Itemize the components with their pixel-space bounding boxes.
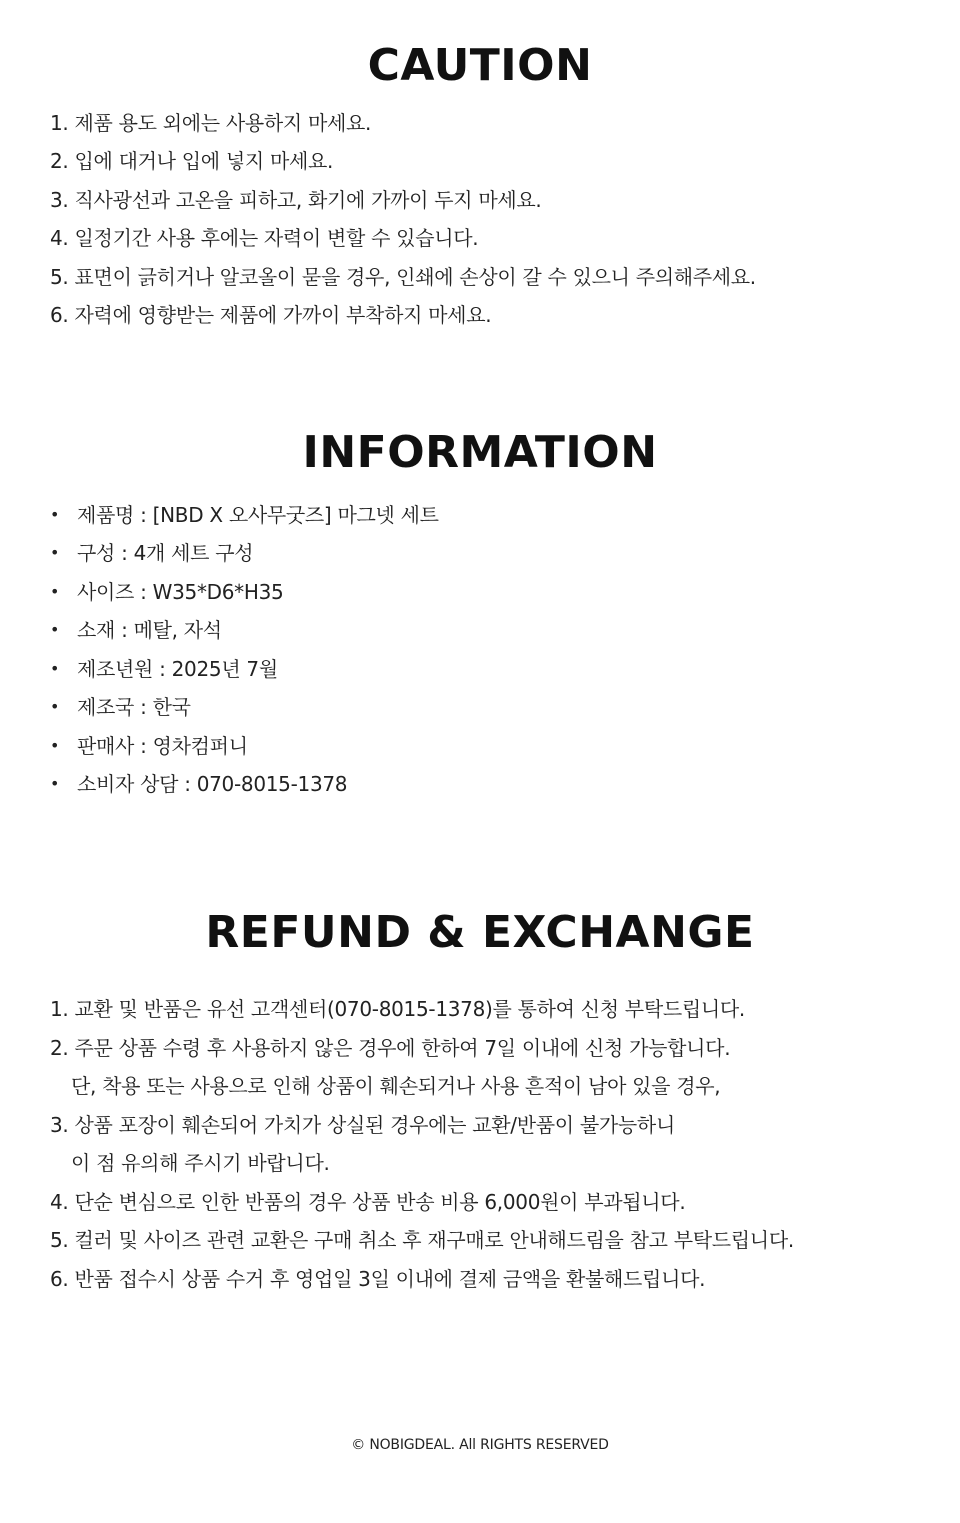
bullet-icon: • <box>50 505 60 524</box>
bullet-icon: • <box>50 659 60 678</box>
refund-item: 6. 반품 접수시 상품 수거 후 영업일 3일 이내에 결제 금액을 환불해드립니다. <box>50 1267 706 1291</box>
refund-item: 5. 컬러 및 사이즈 관련 교환은 구매 취소 후 재구매로 안내해드림을 참고 부탁드립니다. <box>50 1228 794 1252</box>
bullet-icon: • <box>50 736 60 755</box>
caution-item: 4. 일정기간 사용 후에는 자력이 변할 수 있습니다. <box>50 226 479 250</box>
info-item: 제조년원 : 2025년 7월 <box>77 657 278 681</box>
refund-item: 이 점 유의해 주시기 바랍니다. <box>71 1151 330 1175</box>
refund-item: 단, 착용 또는 사용으로 인해 상품이 훼손되거나 사용 흔적이 남아 있을 경우, <box>71 1074 721 1098</box>
bullet-icon: • <box>50 582 60 601</box>
caution-title: CAUTION <box>367 40 593 91</box>
caution-item: 6. 자력에 영향받는 제품에 가까이 부착하지 마세요. <box>50 303 492 327</box>
info-item: 소비자 상담 : 070-8015-1378 <box>77 772 348 796</box>
bullet-icon: • <box>50 697 60 716</box>
info-item: 제품명 : [NBD X 오사무굿즈] 마그넷 세트 <box>77 503 439 527</box>
information-title: INFORMATION <box>302 427 658 478</box>
footer-copyright: © NOBIGDEAL. All RIGHTS RESERVED <box>351 1437 609 1453</box>
bullet-icon: • <box>50 543 60 562</box>
info-item: 구성 : 4개 세트 구성 <box>77 541 254 565</box>
caution-item: 2. 입에 대거나 입에 넣지 마세요. <box>50 149 334 173</box>
refund-item: 4. 단순 변심으로 인한 반품의 경우 상품 반송 비용 6,000원이 부과됩니다. <box>50 1190 686 1214</box>
info-item: 제조국 : 한국 <box>77 695 191 719</box>
info-item: 소재 : 메탈, 자석 <box>77 618 222 642</box>
refund-item: 1. 교환 및 반품은 유선 고객센터(070-8015-1378)를 통하여 신청 부탁드립니다. <box>50 997 745 1021</box>
info-item: 판매사 : 영차컴퍼니 <box>77 734 248 758</box>
caution-item: 5. 표면이 긁히거나 알코올이 묻을 경우, 인쇄에 손상이 갈 수 있으니 주의해주세요. <box>50 265 756 289</box>
bullet-icon: • <box>50 774 60 793</box>
refund-title: REFUND & EXCHANGE <box>205 907 755 958</box>
bullet-icon: • <box>50 620 60 639</box>
caution-item: 1. 제품 용도 외에는 사용하지 마세요. <box>50 111 372 135</box>
caution-item: 3. 직사광선과 고온을 피하고, 화기에 가까이 두지 마세요. <box>50 188 542 212</box>
refund-item: 3. 상품 포장이 훼손되어 가치가 상실된 경우에는 교환/반품이 불가능하니 <box>50 1113 675 1137</box>
info-item: 사이즈 : W35*D6*H35 <box>77 580 284 604</box>
refund-item: 2. 주문 상품 수령 후 사용하지 않은 경우에 한하여 7일 이내에 신청 가능합니다. <box>50 1036 731 1060</box>
